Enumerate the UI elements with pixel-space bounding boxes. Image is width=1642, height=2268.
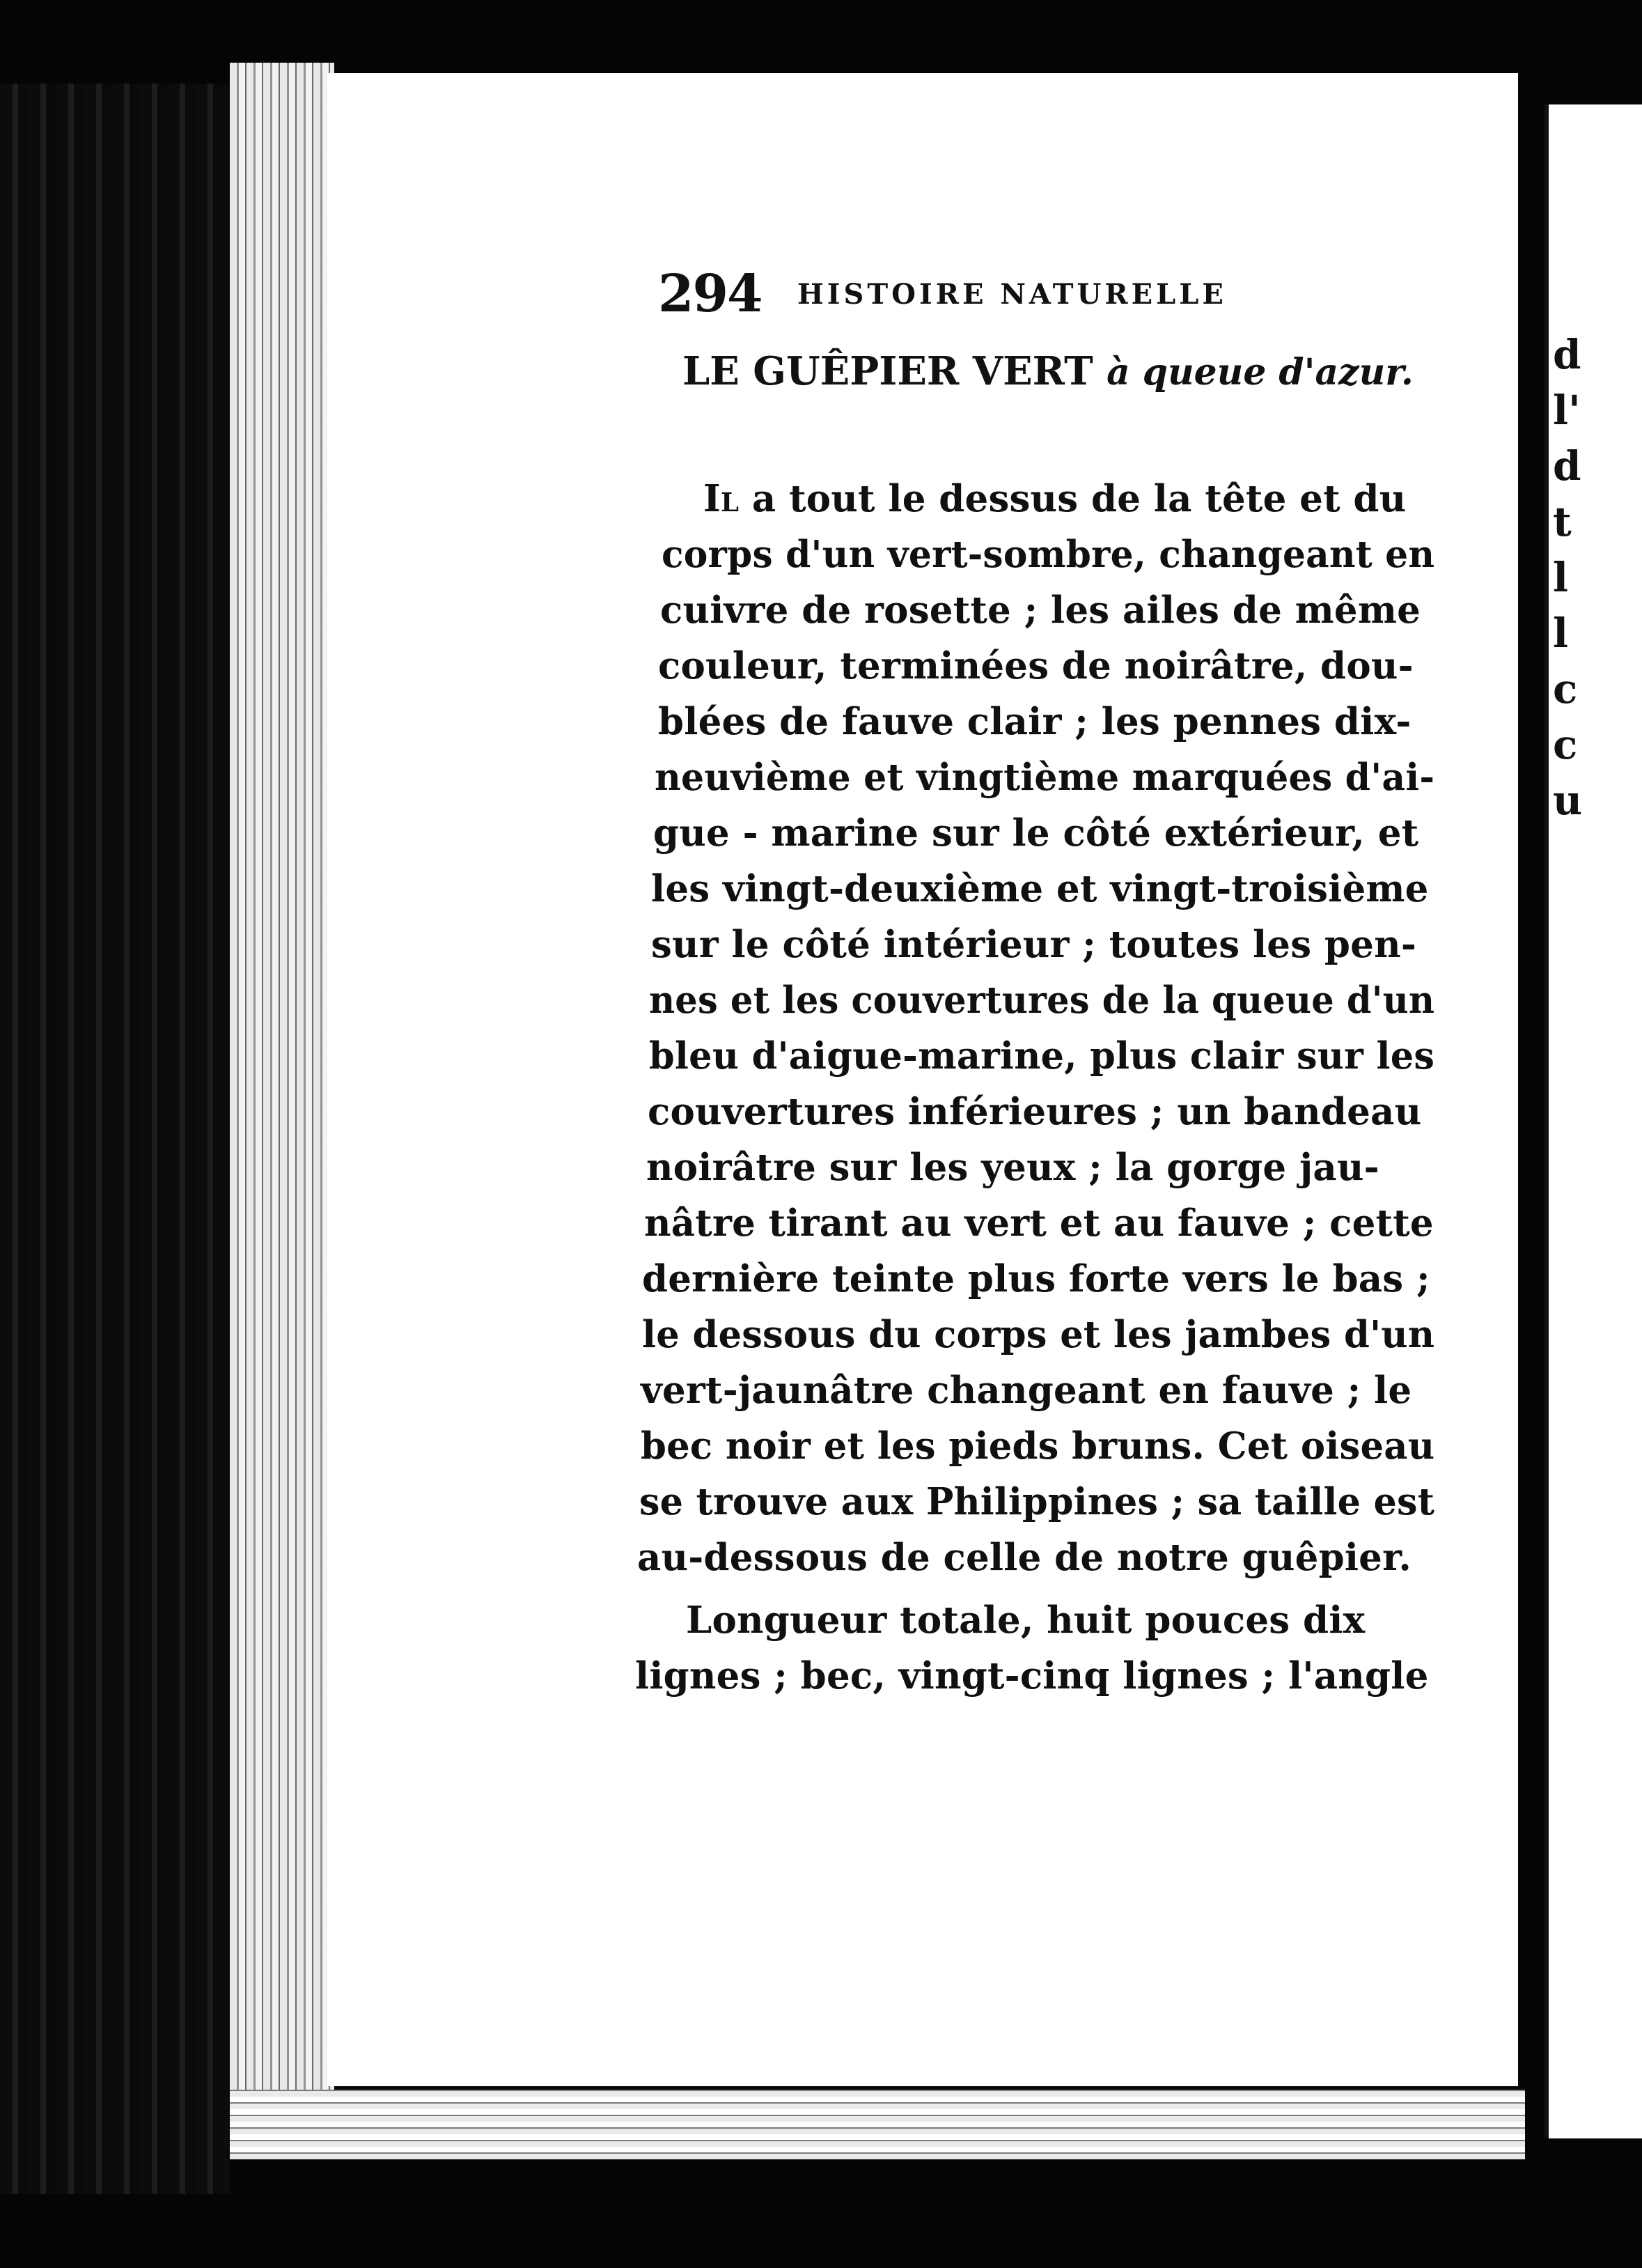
running-header xyxy=(658,264,1354,331)
text-line: vert-jaunâtre changeant en fauve ; le xyxy=(641,1369,1412,1412)
text-line: dernière teinte plus forte vers le bas ; xyxy=(642,1257,1430,1300)
text-line: les vingt-deuxième et vingt-troisième xyxy=(651,867,1429,910)
text-line: se trouve aux Philippines ; sa taille est xyxy=(639,1480,1435,1523)
page-stack-bottom-edge xyxy=(230,2090,1525,2159)
text-line: gue - marine sur le côté extérieur, et xyxy=(653,811,1419,855)
facing-page-fragment: c xyxy=(1553,665,1578,713)
facing-page-fragment: c xyxy=(1553,721,1578,768)
page-number: 294 xyxy=(658,264,762,324)
text-line: le dessous du corps et les jambes d'un xyxy=(642,1313,1435,1356)
facing-page-fragment: l xyxy=(1553,609,1569,657)
text-line: noirâtre sur les yeux ; la gorge jau- xyxy=(646,1146,1379,1189)
book-spine xyxy=(0,84,230,2194)
text-line: neuvième et vingtième marquées d'ai- xyxy=(655,756,1435,799)
facing-page-fragment: d xyxy=(1553,442,1581,490)
text-line: couvertures inférieures ; un bandeau xyxy=(648,1090,1422,1133)
text-line: nes et les couvertures de la queue d'un xyxy=(649,979,1435,1022)
page-stack-edge xyxy=(230,63,334,2159)
section-title-main: LE GUÊPIER VERT xyxy=(682,348,1093,394)
section-title xyxy=(682,348,1414,394)
facing-page-fragment: l xyxy=(1553,554,1569,601)
text-line: Longueur totale, huit pouces dix xyxy=(686,1599,1366,1642)
text-line: blées de fauve clair ; les pennes dix- xyxy=(658,700,1412,743)
text-line: corps d'un vert-sombre, changeant en xyxy=(662,533,1435,576)
text-line: au-dessous de celle de notre guêpier. xyxy=(637,1536,1412,1579)
text-line: bec noir et les pieds bruns. Cet oiseau xyxy=(641,1424,1435,1468)
text-line: cuivre de rosette ; les ailes de même xyxy=(660,589,1421,632)
text-line: lignes ; bec, vingt-cinq lignes ; l'angle xyxy=(635,1654,1429,1698)
text-line: bleu d'aigue-marine, plus clair sur les xyxy=(649,1034,1435,1078)
facing-page-fragment: l' xyxy=(1553,387,1581,434)
text-line: couleur, terminées de noirâtre, dou- xyxy=(658,644,1414,688)
facing-page-fragment: u xyxy=(1553,777,1583,824)
text-line: nâtre tirant au vert et au fauve ; cette xyxy=(644,1202,1434,1245)
text-line: sur le côté intérieur ; toutes les pen- xyxy=(651,923,1417,966)
text-line: Il a tout le dessus de la tête et du xyxy=(703,477,1407,520)
facing-page-fragment: t xyxy=(1553,498,1572,545)
facing-page-fragment: d xyxy=(1553,331,1581,378)
section-title-italic: à queue d'azur. xyxy=(1107,351,1414,394)
running-head: HISTOIRE NATURELLE xyxy=(797,278,1227,311)
